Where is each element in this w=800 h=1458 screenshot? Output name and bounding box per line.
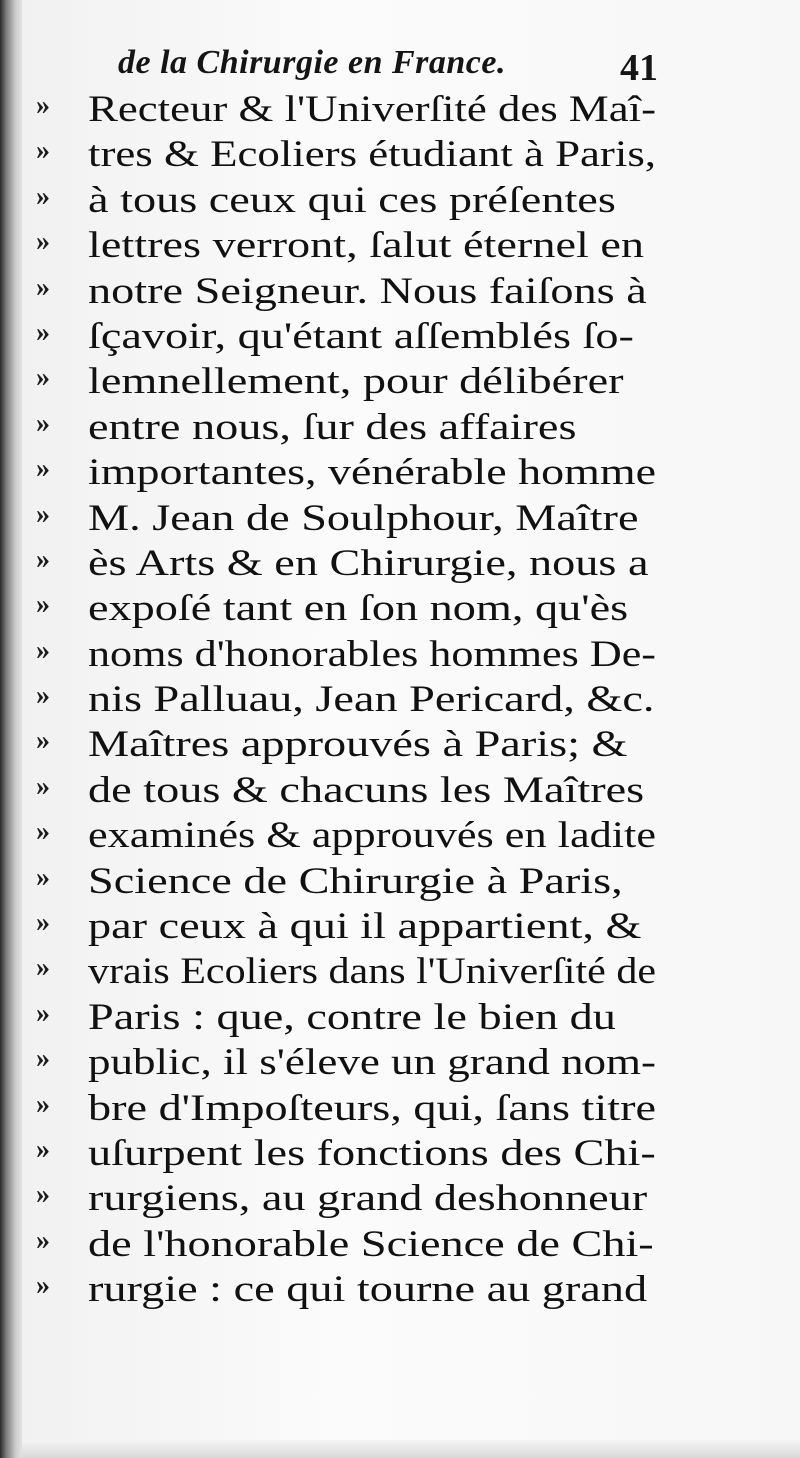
line-text: de l'honorable Science de Chi- bbox=[88, 1223, 654, 1265]
quotation-mark: » bbox=[36, 952, 50, 984]
quotation-mark: » bbox=[36, 271, 50, 303]
text-line bbox=[36, 904, 656, 949]
text-line bbox=[36, 586, 656, 631]
text-line bbox=[36, 813, 656, 858]
line-text: Science de Chirurgie à Paris, bbox=[88, 860, 623, 902]
quotation-mark: » bbox=[36, 861, 50, 893]
text-line bbox=[36, 949, 656, 994]
quotation-mark: » bbox=[36, 407, 50, 439]
text-line bbox=[36, 1086, 656, 1131]
quotation-mark: » bbox=[36, 770, 50, 802]
text-line bbox=[36, 359, 656, 404]
text-line bbox=[36, 1040, 656, 1085]
text-line bbox=[36, 496, 656, 541]
quotation-mark: » bbox=[36, 725, 50, 757]
line-text: importantes, vénérable homme bbox=[88, 452, 657, 494]
quotation-mark: » bbox=[36, 362, 50, 394]
line-text: notre Seigneur. Nous faiſons à bbox=[88, 270, 647, 312]
text-line bbox=[36, 269, 656, 314]
text-line bbox=[36, 405, 656, 450]
quotation-mark: » bbox=[36, 816, 50, 848]
line-text: Maîtres approuvés à Paris; & bbox=[88, 724, 628, 766]
line-text: tres & Ecoliers étudiant à Paris, bbox=[88, 134, 657, 176]
text-line bbox=[36, 450, 656, 495]
line-text: à tous ceux qui ces préſentes bbox=[88, 179, 616, 221]
text-line bbox=[36, 314, 656, 359]
quotation-mark: » bbox=[36, 1043, 50, 1075]
text-line bbox=[36, 995, 656, 1040]
text-line bbox=[36, 722, 656, 767]
text-line bbox=[36, 677, 656, 722]
quotation-mark: » bbox=[36, 589, 50, 621]
line-text: lemnellement, pour délibérer bbox=[88, 361, 624, 403]
line-text: bre d'Impoſteurs, qui, ſans titre bbox=[88, 1087, 656, 1129]
quotation-mark: » bbox=[36, 1088, 50, 1120]
line-text: entre nous, ſur des affaires bbox=[88, 406, 577, 448]
line-text: par ceux à qui il appartient, & bbox=[88, 906, 642, 948]
quotation-mark: » bbox=[36, 90, 50, 121]
line-text: uſurpent les fonctions des Chi- bbox=[88, 1132, 656, 1174]
line-text: noms d'honorables hommes De- bbox=[88, 633, 656, 675]
line-text: nis Palluau, Jean Pericard, &c. bbox=[88, 679, 655, 721]
line-text: rurgiens, au grand deshonneur bbox=[88, 1178, 648, 1220]
line-text: ſçavoir, qu'étant aſſemblés ſo- bbox=[88, 315, 634, 357]
quotation-mark: » bbox=[36, 1224, 50, 1256]
text-line bbox=[36, 541, 656, 586]
text-line bbox=[36, 1176, 656, 1221]
quotation-mark: » bbox=[36, 498, 50, 530]
line-text: Recteur & l'Univerſité des Maî- bbox=[88, 89, 656, 130]
page-bottom-edge bbox=[22, 1440, 800, 1458]
quotation-mark: » bbox=[36, 180, 50, 212]
text-line bbox=[36, 223, 656, 268]
quotation-mark: » bbox=[36, 997, 50, 1029]
quotation-mark: » bbox=[36, 135, 50, 167]
quotation-mark: » bbox=[36, 1270, 50, 1302]
line-text: expoſé tant en ſon nom, qu'ès bbox=[88, 588, 629, 630]
line-text: de tous & chacuns les Maîtres bbox=[88, 769, 645, 811]
quotation-mark: » bbox=[36, 316, 50, 348]
text-line bbox=[36, 1267, 656, 1312]
text-line bbox=[36, 632, 656, 677]
text-line bbox=[36, 768, 656, 813]
quotation-mark: » bbox=[36, 543, 50, 575]
quotation-mark: » bbox=[36, 453, 50, 485]
line-text: examinés & approuvés en ladite bbox=[88, 815, 657, 857]
text-line bbox=[36, 859, 656, 904]
running-head: de la Chirurgie en France. bbox=[118, 44, 506, 81]
line-text: vrais Ecoliers dans l'Univerſité de bbox=[88, 951, 657, 993]
text-line bbox=[36, 87, 656, 132]
quotation-mark: » bbox=[36, 226, 50, 258]
quotation-mark: » bbox=[36, 907, 50, 939]
quotation-mark: » bbox=[36, 1179, 50, 1211]
line-text: Paris : que, contre le bien du bbox=[88, 996, 616, 1038]
line-text: ès Arts & en Chirurgie, nous a bbox=[88, 542, 649, 584]
quotation-mark: » bbox=[36, 1133, 50, 1165]
line-text: lettres verront, ſalut éternel en bbox=[88, 225, 645, 267]
line-text: public, il s'éleve un grand nom- bbox=[88, 1042, 657, 1084]
text-block bbox=[36, 87, 656, 1313]
text-line bbox=[36, 178, 656, 223]
text-line bbox=[36, 132, 656, 177]
line-text: M. Jean de Soulphour, Maître bbox=[88, 497, 639, 539]
page-number: 41 bbox=[620, 47, 658, 89]
line-text: rurgie : ce qui tourne au grand bbox=[88, 1269, 648, 1311]
text-line bbox=[36, 1131, 656, 1176]
text-line bbox=[36, 1222, 656, 1267]
quotation-mark: » bbox=[36, 680, 50, 712]
quotation-mark: » bbox=[36, 634, 50, 666]
